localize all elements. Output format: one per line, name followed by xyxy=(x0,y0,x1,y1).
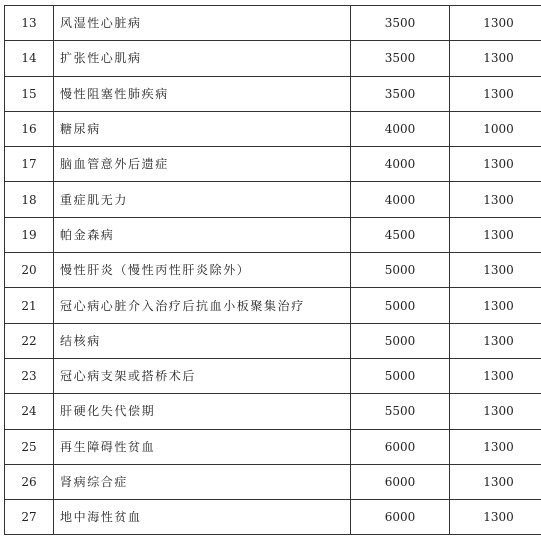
amount-a-cell: 5500 xyxy=(351,394,450,429)
amount-b-cell: 1300 xyxy=(450,500,541,535)
disease-name-cell: 脑血管意外后遗症 xyxy=(54,147,351,182)
amount-a-cell: 3500 xyxy=(351,41,450,76)
amount-b-cell: 1300 xyxy=(450,394,541,429)
amount-b-cell: 1300 xyxy=(450,6,541,41)
disease-name-cell: 风湿性心脏病 xyxy=(54,6,351,41)
table-row xyxy=(5,323,541,358)
table-row xyxy=(5,147,541,182)
disease-name-cell: 慢性肝炎（慢性丙性肝炎除外） xyxy=(54,253,351,288)
amount-b-cell: 1300 xyxy=(450,41,541,76)
disease-name-cell: 扩张性心肌病 xyxy=(54,41,351,76)
disease-name-cell: 冠心病心脏介入治疗后抗血小板聚集治疗 xyxy=(54,288,351,323)
table-row xyxy=(5,76,541,111)
amount-a-cell: 6000 xyxy=(351,429,450,464)
disease-name-cell: 重症肌无力 xyxy=(54,182,351,217)
disease-name-cell: 糖尿病 xyxy=(54,111,351,146)
amount-a-cell: 5000 xyxy=(351,323,450,358)
table-row xyxy=(5,111,541,146)
row-number-cell: 24 xyxy=(5,394,54,429)
amount-a-cell: 5000 xyxy=(351,288,450,323)
amount-b-cell: 1300 xyxy=(450,253,541,288)
disease-name-cell: 肝硬化失代偿期 xyxy=(54,394,351,429)
amount-b-cell: 1000 xyxy=(450,111,541,146)
table-row xyxy=(5,429,541,464)
amount-b-cell: 1300 xyxy=(450,429,541,464)
amount-b-cell: 1300 xyxy=(450,323,541,358)
row-number-cell: 14 xyxy=(5,41,54,76)
amount-b-cell: 1300 xyxy=(450,358,541,393)
amount-b-cell: 1300 xyxy=(450,464,541,499)
table-body xyxy=(5,6,541,535)
table-row xyxy=(5,217,541,252)
disease-name-cell: 再生障碍性贫血 xyxy=(54,429,351,464)
disease-name-cell: 地中海性贫血 xyxy=(54,500,351,535)
amount-a-cell: 4000 xyxy=(351,147,450,182)
row-number-cell: 13 xyxy=(5,6,54,41)
disease-name-cell: 冠心病支架或搭桥术后 xyxy=(54,358,351,393)
row-number-cell: 17 xyxy=(5,147,54,182)
row-number-cell: 25 xyxy=(5,429,54,464)
table-row xyxy=(5,500,541,535)
disease-name-cell: 结核病 xyxy=(54,323,351,358)
row-number-cell: 16 xyxy=(5,111,54,146)
amount-b-cell: 1300 xyxy=(450,288,541,323)
table-row xyxy=(5,182,541,217)
row-number-cell: 27 xyxy=(5,500,54,535)
table-row xyxy=(5,464,541,499)
row-number-cell: 23 xyxy=(5,358,54,393)
disease-table xyxy=(4,5,541,535)
table-row xyxy=(5,6,541,41)
amount-a-cell: 6000 xyxy=(351,500,450,535)
row-number-cell: 19 xyxy=(5,217,54,252)
table-row xyxy=(5,253,541,288)
table-row xyxy=(5,358,541,393)
disease-name-cell: 肾病综合症 xyxy=(54,464,351,499)
amount-b-cell: 1300 xyxy=(450,147,541,182)
table-row xyxy=(5,394,541,429)
row-number-cell: 26 xyxy=(5,464,54,499)
amount-a-cell: 5000 xyxy=(351,253,450,288)
amount-b-cell: 1300 xyxy=(450,217,541,252)
amount-a-cell: 4500 xyxy=(351,217,450,252)
disease-name-cell: 慢性阻塞性肺疾病 xyxy=(54,76,351,111)
row-number-cell: 18 xyxy=(5,182,54,217)
disease-name-cell: 帕金森病 xyxy=(54,217,351,252)
amount-a-cell: 4000 xyxy=(351,111,450,146)
row-number-cell: 15 xyxy=(5,76,54,111)
table-row xyxy=(5,288,541,323)
amount-b-cell: 1300 xyxy=(450,76,541,111)
row-number-cell: 21 xyxy=(5,288,54,323)
amount-a-cell: 5000 xyxy=(351,358,450,393)
row-number-cell: 22 xyxy=(5,323,54,358)
amount-a-cell: 3500 xyxy=(351,76,450,111)
row-number-cell: 20 xyxy=(5,253,54,288)
table-row xyxy=(5,41,541,76)
amount-a-cell: 4000 xyxy=(351,182,450,217)
amount-a-cell: 6000 xyxy=(351,464,450,499)
amount-b-cell: 1300 xyxy=(450,182,541,217)
amount-a-cell: 3500 xyxy=(351,6,450,41)
